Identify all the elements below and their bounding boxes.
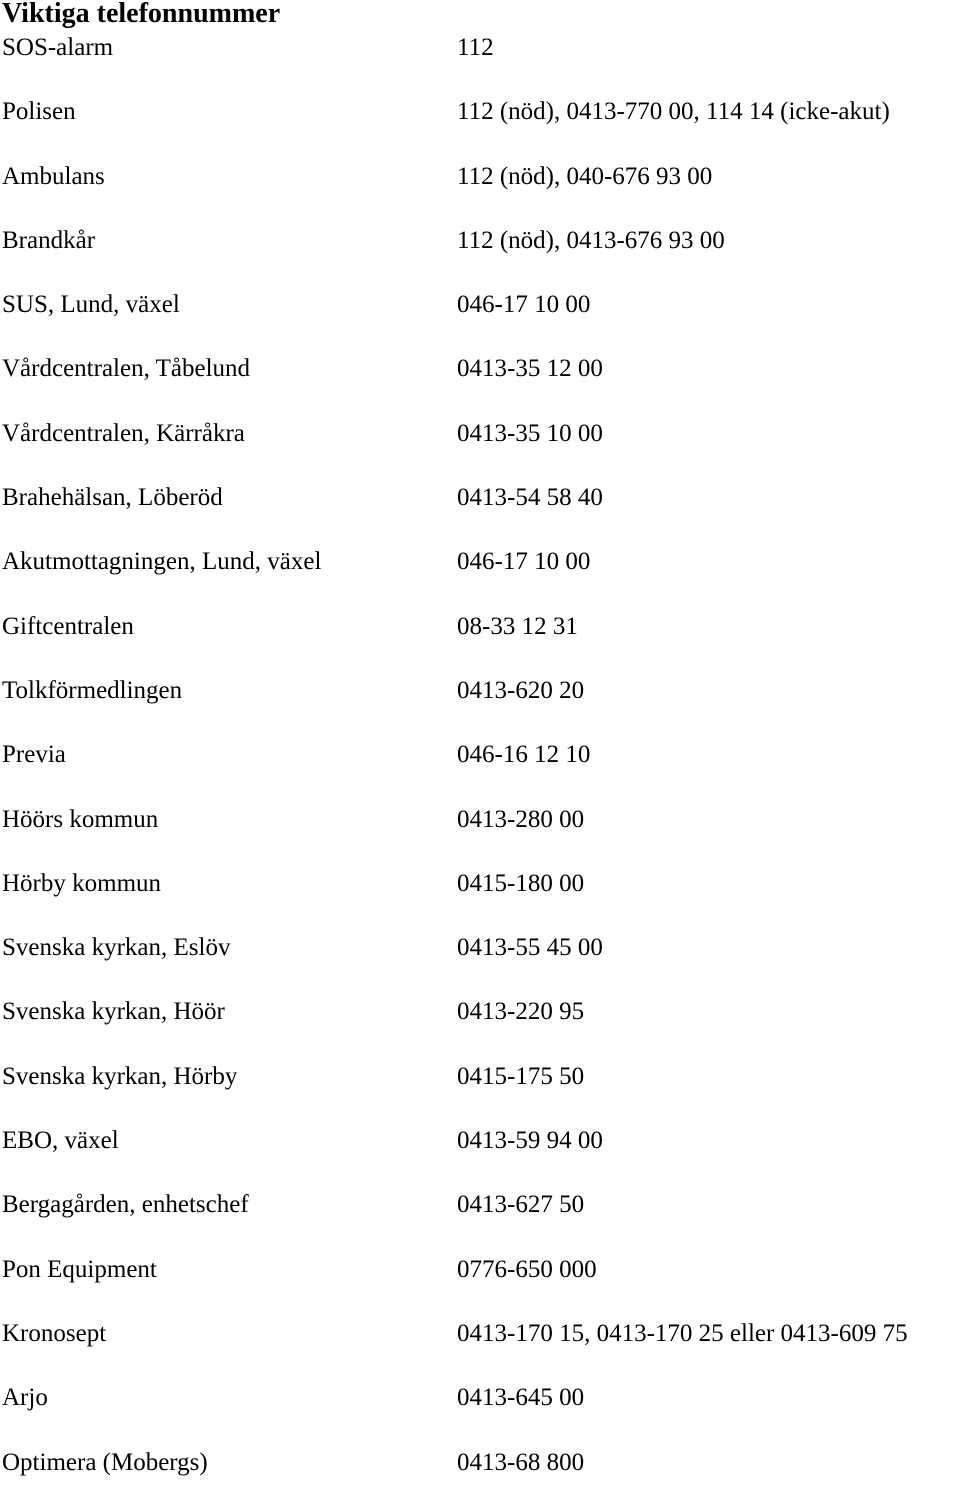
entry-name: Previa bbox=[2, 741, 66, 769]
entry-name: Brahehälsan, Löberöd bbox=[2, 484, 223, 512]
list-item bbox=[0, 995, 960, 1059]
entry-number: 0413-55 45 00 bbox=[457, 934, 603, 962]
entry-name: Pon Equipment bbox=[2, 1255, 157, 1283]
entry-name: SUS, Lund, växel bbox=[2, 291, 180, 319]
entry-name: Ambulans bbox=[2, 162, 105, 190]
entry-number: 112 (nöd), 040-676 93 00 bbox=[457, 162, 713, 190]
entry-number: 0415-180 00 bbox=[457, 869, 585, 897]
entry-number: 0413-645 00 bbox=[457, 1384, 585, 1412]
entry-number: 0413-68 800 bbox=[457, 1448, 585, 1476]
entry-number: 0413-54 58 40 bbox=[457, 484, 603, 512]
list-item bbox=[0, 1253, 960, 1317]
entry-number: 0413-220 95 bbox=[457, 998, 585, 1026]
page-title: Viktiga telefonnummer bbox=[2, 0, 281, 29]
entry-number: 112 (nöd), 0413-676 93 00 bbox=[457, 226, 725, 254]
entry-name: Tolkförmedlingen bbox=[2, 676, 183, 704]
list-item bbox=[0, 1124, 960, 1188]
list-item bbox=[0, 1060, 960, 1124]
entry-number: 08-33 12 31 bbox=[457, 612, 578, 640]
entry-name: Svenska kyrkan, Hörby bbox=[2, 1062, 238, 1090]
list-item bbox=[0, 545, 960, 609]
entry-name: Kronosept bbox=[2, 1319, 107, 1347]
entry-number: 0413-627 50 bbox=[457, 1191, 585, 1219]
entry-number: 0413-35 10 00 bbox=[457, 419, 603, 447]
list-item bbox=[0, 224, 960, 288]
list-item bbox=[0, 31, 960, 95]
list-item bbox=[0, 1317, 960, 1381]
list-item bbox=[0, 803, 960, 867]
entry-name: Vårdcentralen, Tåbelund bbox=[2, 355, 251, 383]
list-item bbox=[0, 95, 960, 159]
entry-number: 046-17 10 00 bbox=[457, 291, 591, 319]
entry-number: 046-17 10 00 bbox=[457, 548, 591, 576]
entry-number: 0415-175 50 bbox=[457, 1062, 585, 1090]
entry-name: Vårdcentralen, Kärråkra bbox=[2, 419, 245, 447]
list-item bbox=[0, 931, 960, 995]
entry-number: 0413-620 20 bbox=[457, 676, 585, 704]
list-item bbox=[0, 674, 960, 738]
entry-name: Svenska kyrkan, Eslöv bbox=[2, 934, 231, 962]
phone-list bbox=[0, 31, 960, 1510]
entry-number: 112 (nöd), 0413-770 00, 114 14 (icke-akut) bbox=[457, 98, 890, 126]
list-item bbox=[0, 1381, 960, 1445]
entry-name: Hörby kommun bbox=[2, 869, 162, 897]
entry-name: Bergagården, enhetschef bbox=[2, 1191, 249, 1219]
entry-name: EBO, växel bbox=[2, 1127, 119, 1155]
entry-name: Brandkår bbox=[2, 226, 96, 254]
list-item bbox=[0, 610, 960, 674]
entry-number: 0413-280 00 bbox=[457, 805, 585, 833]
entry-name: Polisen bbox=[2, 98, 76, 126]
entry-name: Giftcentralen bbox=[2, 612, 134, 640]
list-item bbox=[0, 417, 960, 481]
list-item bbox=[0, 160, 960, 224]
entry-name: SOS-alarm bbox=[2, 34, 114, 61]
list-item bbox=[0, 738, 960, 802]
entry-number: 0413-35 12 00 bbox=[457, 355, 603, 383]
entry-number: 0776-650 000 bbox=[457, 1255, 597, 1283]
entry-number: 0413-59 94 00 bbox=[457, 1127, 603, 1155]
list-item bbox=[0, 288, 960, 352]
list-item bbox=[0, 481, 960, 545]
list-item bbox=[0, 867, 960, 931]
entry-name: Akutmottagningen, Lund, växel bbox=[2, 548, 322, 576]
entry-name: Svenska kyrkan, Höör bbox=[2, 998, 225, 1026]
entry-number: 112 bbox=[457, 34, 494, 61]
entry-number: 046-16 12 10 bbox=[457, 741, 591, 769]
entry-name: Höörs kommun bbox=[2, 805, 159, 833]
list-item bbox=[0, 352, 960, 416]
entry-number: 0413-170 15, 0413-170 25 eller 0413-609 75 bbox=[457, 1319, 908, 1347]
entry-name: Optimera (Mobergs) bbox=[2, 1448, 208, 1476]
entry-name: Arjo bbox=[2, 1384, 48, 1412]
list-item bbox=[0, 1188, 960, 1252]
